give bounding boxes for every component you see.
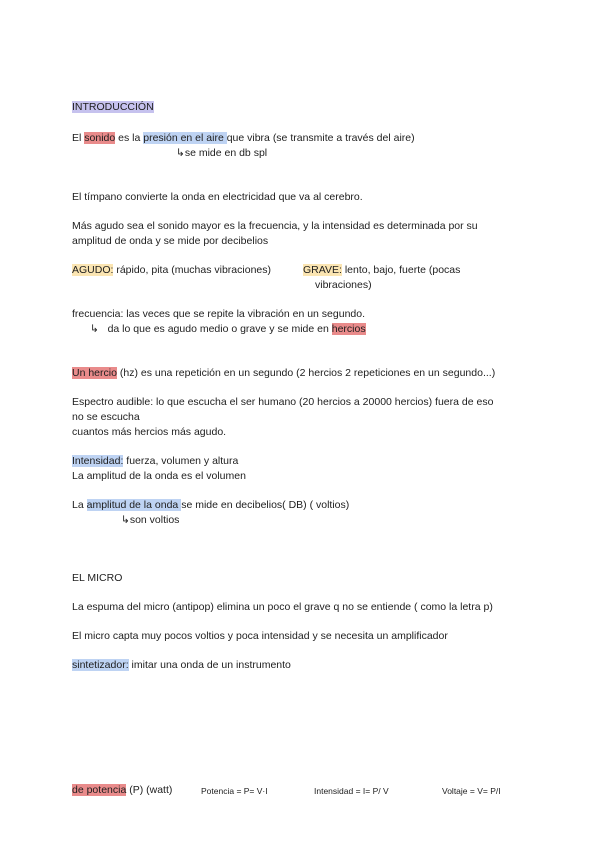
sintetizador-term: sintetizador: bbox=[72, 659, 129, 671]
timpano-line: El tímpano convierte la onda en electricidad que va al cerebro. bbox=[72, 191, 363, 203]
sintetizador-line bbox=[72, 658, 291, 672]
agudo-text: rápido, pita (muchas vibraciones) bbox=[113, 264, 271, 276]
sonido-line bbox=[72, 131, 415, 145]
grave-line2: vibraciones) bbox=[315, 279, 372, 291]
frecuencia-line2 bbox=[90, 322, 366, 336]
grave-line bbox=[303, 263, 460, 277]
text-fragment: da lo que es agudo medio o grave y se mide en bbox=[107, 323, 332, 335]
intro-heading bbox=[72, 100, 154, 114]
db-line bbox=[176, 146, 267, 160]
text-fragment: que vibra (se transmite a través del aire) bbox=[226, 132, 415, 144]
potencia-unit: (P) (watt) bbox=[126, 784, 173, 796]
sintetizador-text: imitar una onda de un instrumento bbox=[128, 659, 291, 671]
espuma-line: La espuma del micro (antipop) elimina un poco el grave q no se entiende ( como la letra p) bbox=[72, 601, 493, 613]
espectro-line1: Espectro audible: lo que escucha el ser humano (20 hercios a 20000 hercios) fuera de eso bbox=[72, 396, 494, 408]
frecuencia-line1: frecuencia: las veces que se repite la vibración en un segundo. bbox=[72, 308, 366, 320]
intensidad-text: fuerza, volumen y altura bbox=[123, 455, 239, 467]
amplitud-line2 bbox=[121, 513, 179, 527]
hercio-line bbox=[72, 366, 495, 380]
amplitud-highlight: amplitud de la onda bbox=[86, 499, 182, 511]
sonido-highlight: sonido bbox=[84, 132, 116, 144]
potencia-term: de potencia bbox=[72, 784, 127, 796]
formula-potencia: Potencia = P= V·I bbox=[201, 786, 268, 796]
hercios-highlight: hercios bbox=[331, 323, 366, 335]
agudo-freq-line2: amplitud de onda y se mide por decibelios bbox=[72, 235, 269, 247]
arrow-icon: ↳ bbox=[176, 147, 185, 159]
text-fragment: La bbox=[72, 499, 87, 511]
intensidad-term: Intensidad: bbox=[72, 455, 124, 467]
text-fragment: es la bbox=[115, 132, 144, 144]
text-fragment: El bbox=[72, 132, 85, 144]
amplitud-line bbox=[72, 498, 349, 512]
capta-line: El micro capta muy pocos voltios y poca intensidad y se necesita un amplificador bbox=[72, 630, 448, 642]
arrow-icon: ↳ bbox=[121, 514, 130, 526]
agudo-freq-line1: Más agudo sea el sonido mayor es la frecuencia, y la intensidad es determinada por su bbox=[72, 220, 478, 232]
formula-voltaje: Voltaje = V= P/I bbox=[442, 786, 501, 796]
footer-potencia-term-line bbox=[72, 783, 172, 797]
formula-intensidad: Intensidad = I= P/ V bbox=[314, 786, 389, 796]
agudo-term: AGUDO: bbox=[72, 264, 114, 276]
voltios-text: son voltios bbox=[129, 514, 180, 526]
intensidad-line2: La amplitud de la onda es el volumen bbox=[72, 470, 246, 482]
text-fragment: se mide en decibelios( DB) ( voltios) bbox=[181, 499, 350, 511]
agudo-line bbox=[72, 263, 271, 277]
hercio-term: Un hercio bbox=[72, 367, 117, 379]
espectro-line3: cuantos más hercios más agudo. bbox=[72, 426, 227, 438]
micro-heading: EL MICRO bbox=[72, 572, 123, 584]
intro-heading-text: INTRODUCCIÓN bbox=[72, 101, 154, 113]
espectro-line2: no se escucha bbox=[72, 411, 140, 423]
hercio-text: (hz) es una repetición en un segundo (2 hercios 2 repeticiones en un segundo...) bbox=[116, 367, 496, 379]
grave-text: lento, bajo, fuerte (pocas bbox=[341, 264, 461, 276]
presion-highlight: presión en el aire bbox=[143, 132, 227, 144]
grave-term: GRAVE: bbox=[303, 264, 342, 276]
arrow-icon: ↳ bbox=[90, 323, 99, 335]
db-text: se mide en db spl bbox=[184, 147, 268, 159]
intensidad-line bbox=[72, 454, 238, 468]
